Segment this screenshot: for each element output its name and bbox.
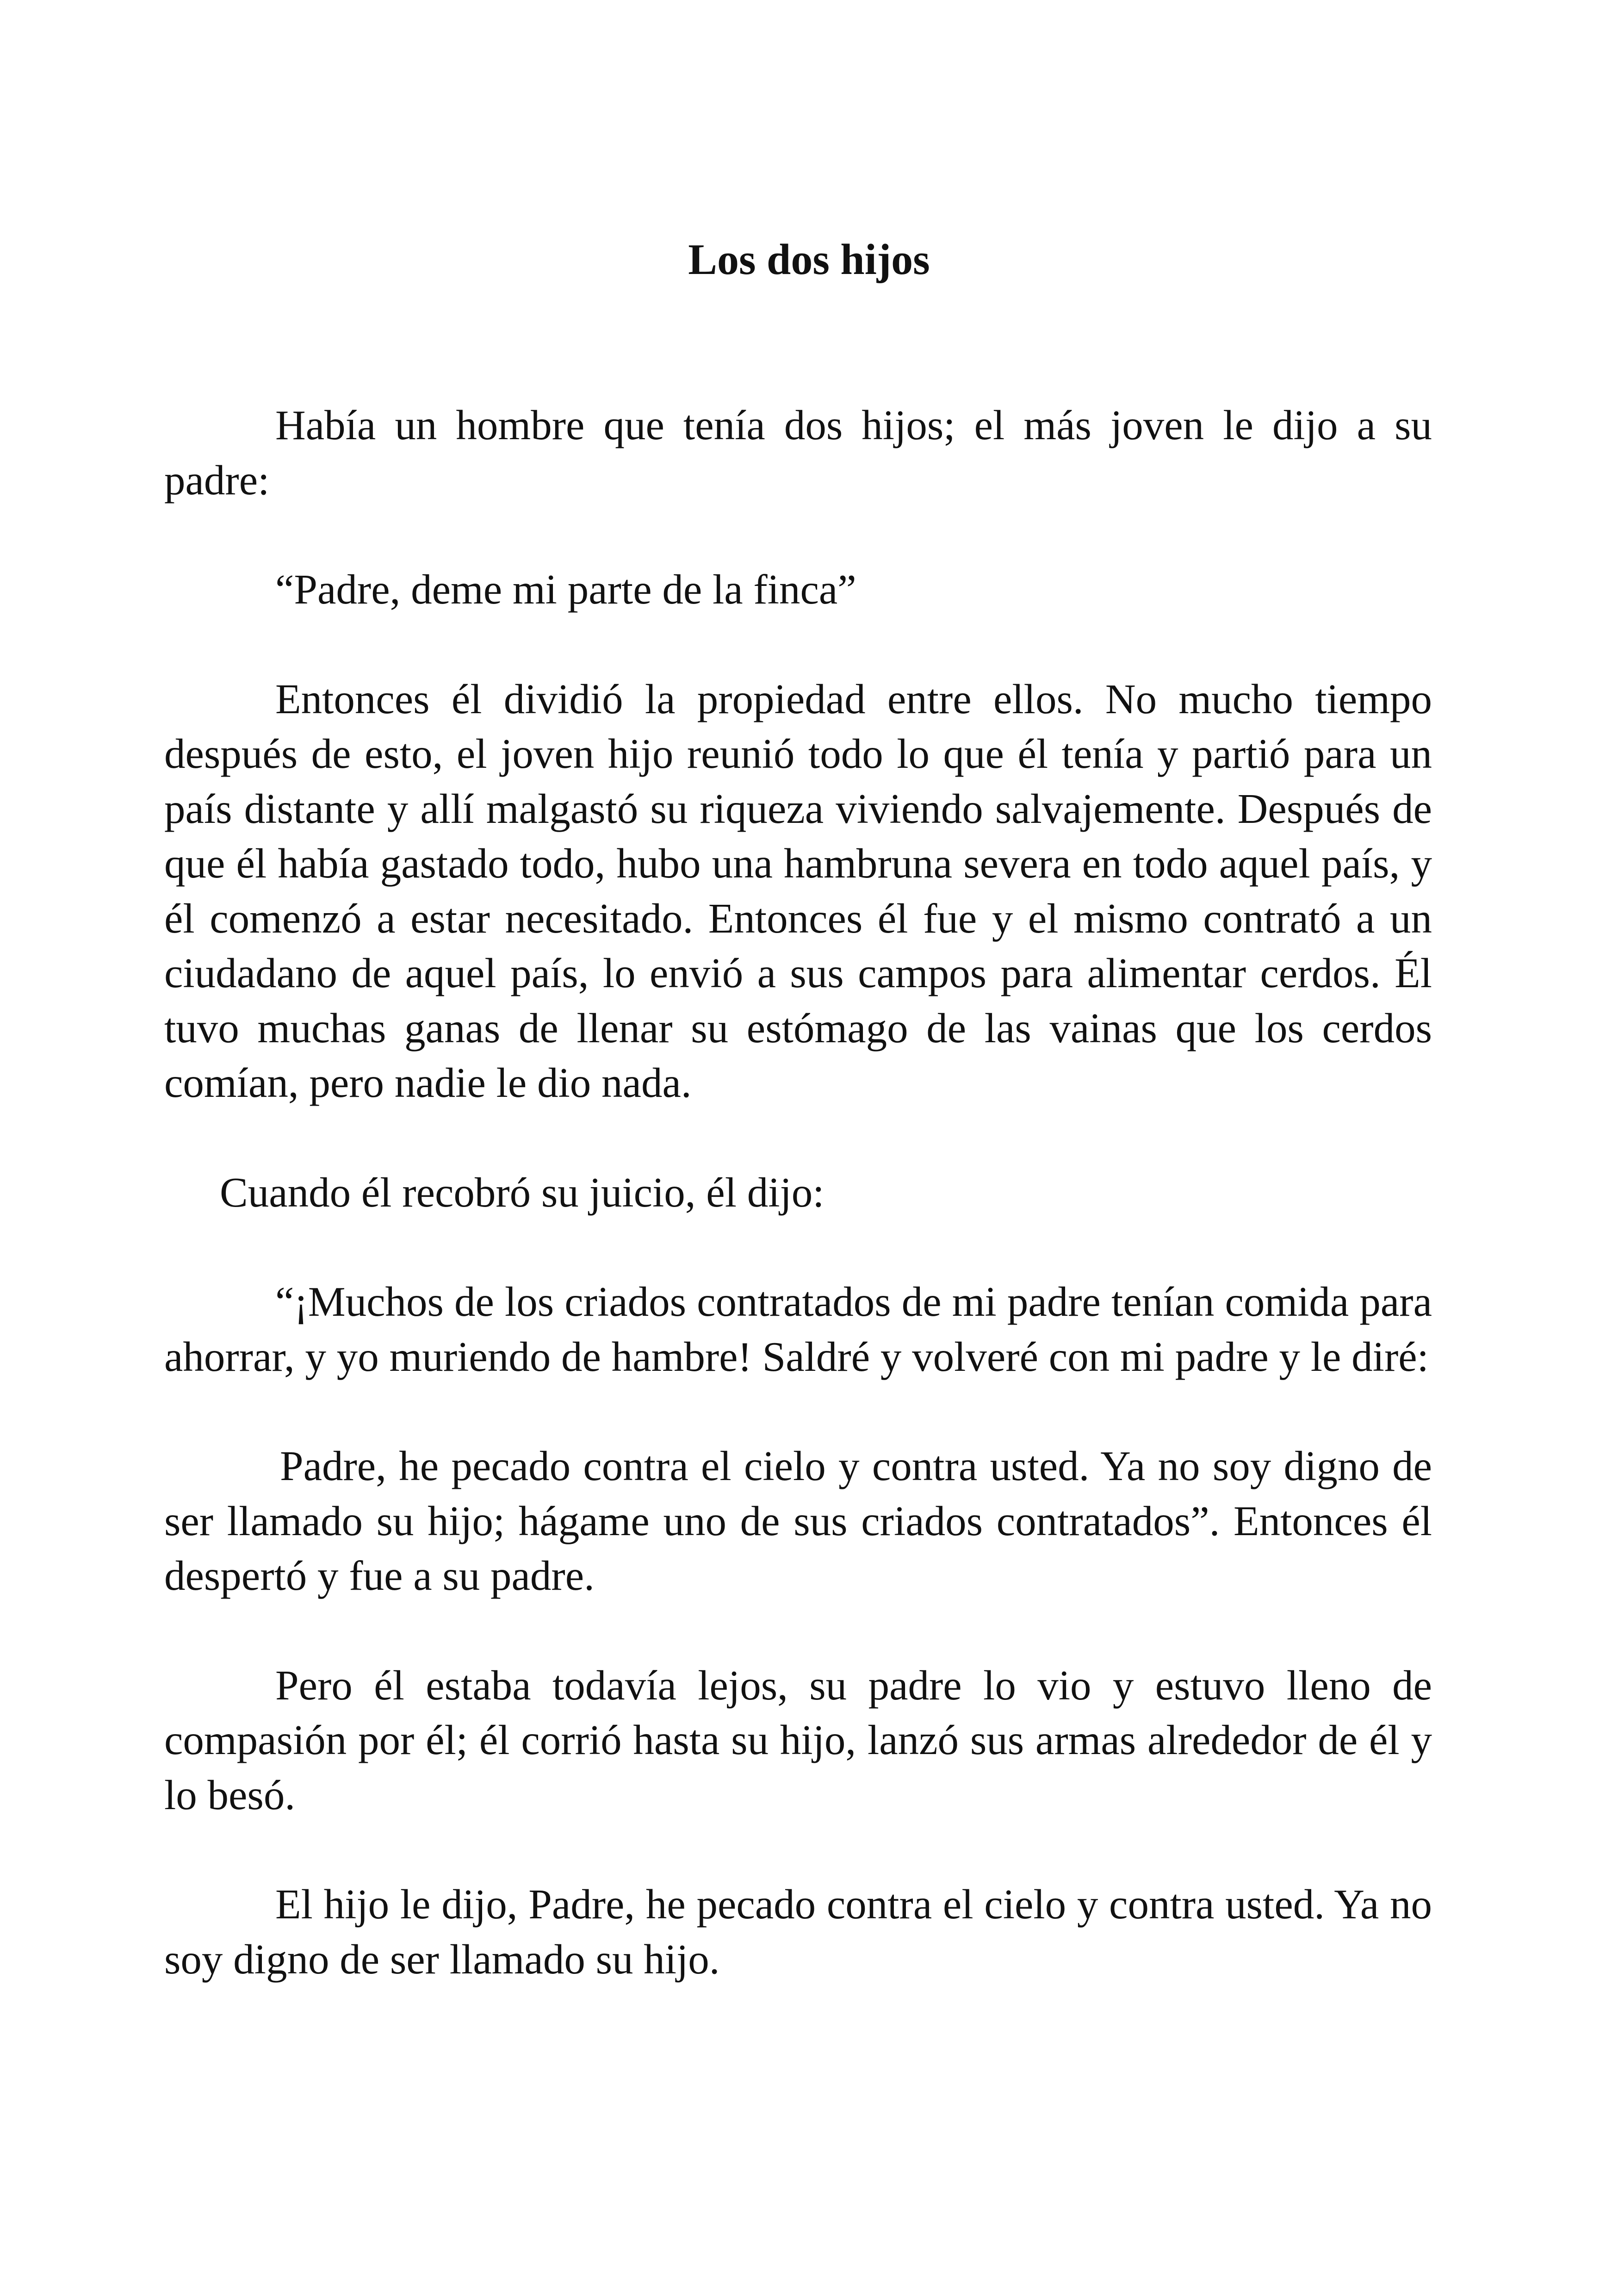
- paragraph-4: Cuando él recobró su juicio, él dijo:: [220, 1169, 824, 1216]
- paragraph-1: Había un hombre que tenía dos hijos; el más joven le dijo a su padre:: [164, 402, 1432, 504]
- paragraph-7: Pero él estaba todavía lejos, su padre lo vio y estuvo lleno de compasión por él; él corrió hasta su hijo, lanzó sus armas alrededor de él y lo besó.: [164, 1661, 1432, 1818]
- paragraph-2: “Padre, deme mi parte de la finca”: [275, 566, 856, 613]
- paragraph-8: El hijo le dijo, Padre, he pecado contra el cielo y contra usted. Ya no soy digno de ser llamado su hijo.: [164, 1881, 1432, 1983]
- paragraph-6: Padre, he pecado contra el cielo y contra usted. Ya no soy digno de ser llamado su hijo; hágame uno de sus criados contratados”. Entonces él despertó y fue a su padre.: [164, 1443, 1432, 1599]
- paragraph-5: “¡Muchos de los criados contratados de mi padre tenían comida para ahorrar, y yo muriendo de hambre! Saldré y volveré con mi padre y le diré:: [164, 1278, 1432, 1380]
- document-body: [164, 398, 1432, 2041]
- document-title: Los dos hijos: [688, 236, 930, 284]
- paragraph-3: Entonces él dividió la propiedad entre ellos. No mucho tiempo después de esto, el joven hijo reunió todo lo que él tenía y partió para un país distante y allí malgastó su riqueza viviendo salvajemente. Después de que él había gastado todo, hubo una hambruna severa en todo aquel país, y él comenzó a estar necesitado. Entonces él fue y el mismo contrató a un ciudadano de aquel país, lo envió a sus campos para alimentar cerdos. Él tuvo muchas ganas de llenar su estómago de las vainas que los cerdos comían, pero nadie le dio nada.: [164, 675, 1432, 1106]
